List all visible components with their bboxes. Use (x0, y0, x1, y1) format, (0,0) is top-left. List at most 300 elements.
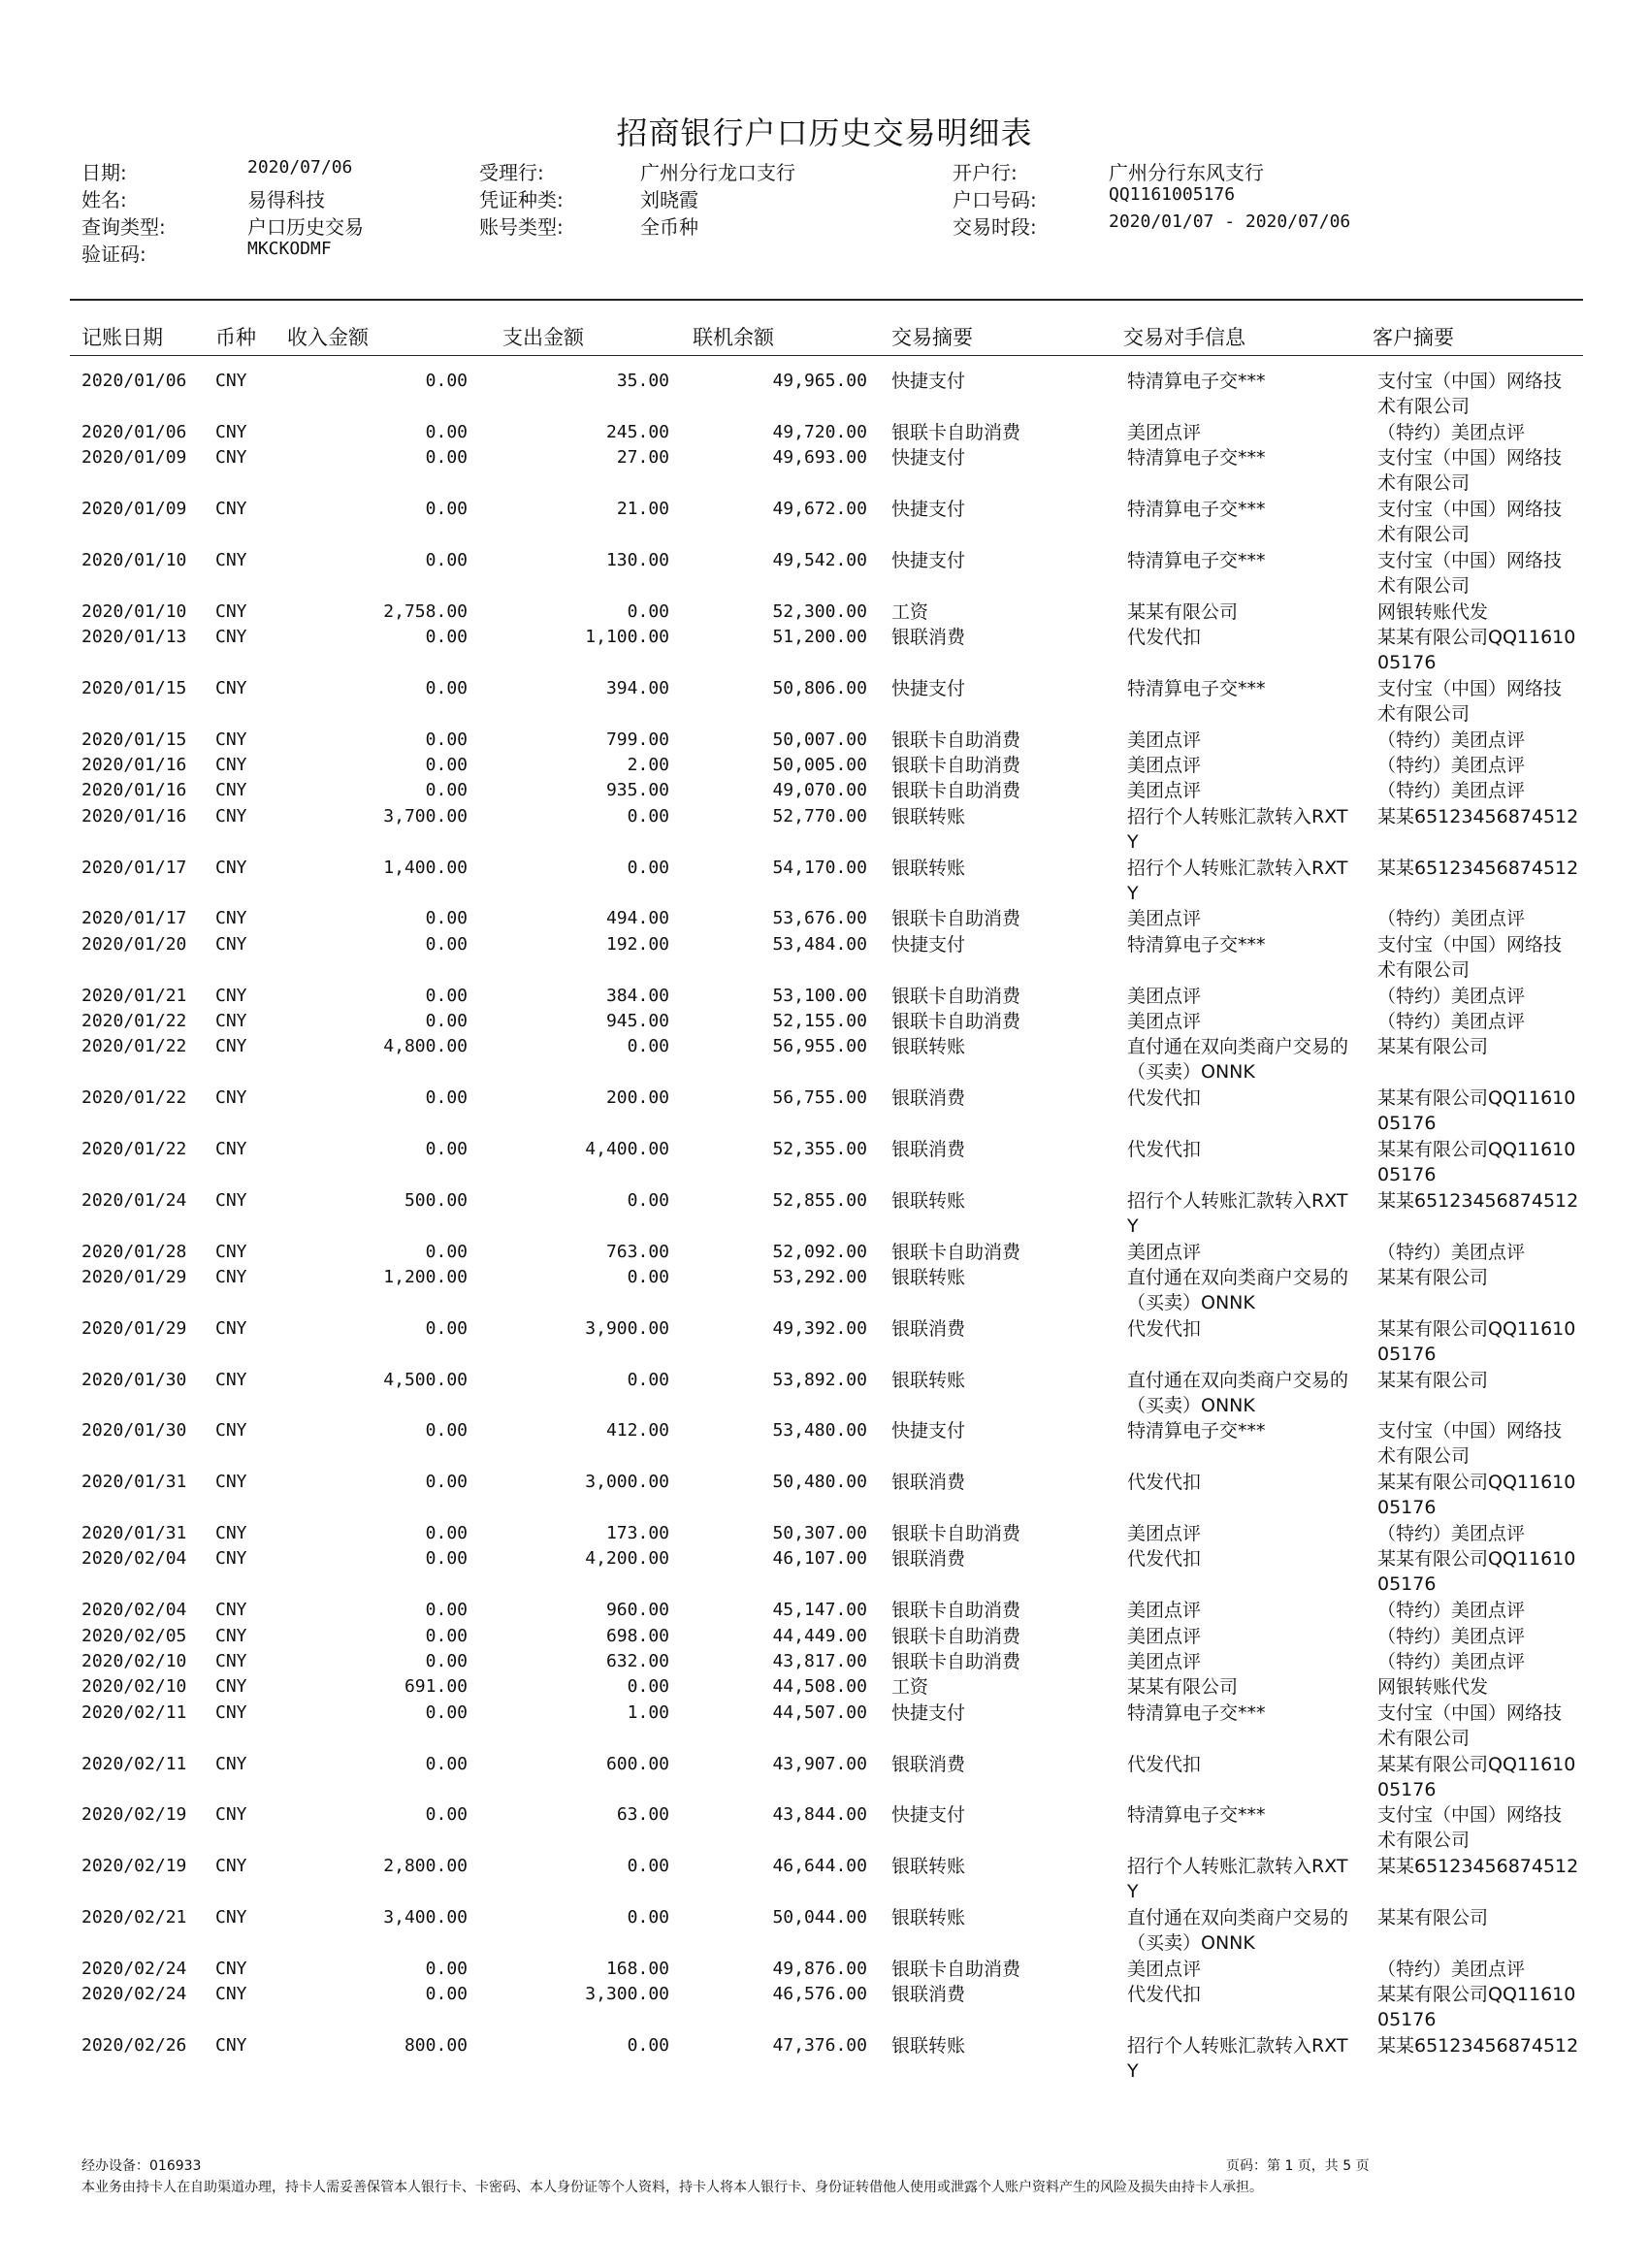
cell-counterparty: 代发代扣 (1127, 1753, 1202, 1775)
cell-summary: 银联消费 (891, 1753, 966, 1775)
cell-income: 0.00 (425, 755, 468, 775)
cell-date: 2020/02/19 (81, 1856, 187, 1877)
cell-balance: 44,449.00 (772, 1625, 867, 1646)
table-row (0, 1752, 1649, 1802)
page-title: 招商银行户口历史交易明细表 (616, 114, 1033, 151)
cell-currency: CNY (215, 549, 247, 570)
cell-date: 2020/02/19 (81, 1804, 187, 1826)
cell-counterparty: 美团点评 (1127, 908, 1202, 930)
cell-income: 0.00 (425, 985, 468, 1006)
cell-balance: 56,955.00 (772, 1036, 867, 1057)
cell-counterparty: 招行个人转账汇款转入RXTY (1127, 1189, 1348, 1237)
cell-counterparty: 特清算电子交*** (1127, 1701, 1266, 1724)
cell-expense: 698.00 (605, 1625, 669, 1646)
cell-counterparty: 美团点评 (1127, 985, 1202, 1007)
cell-summary: 银联消费 (891, 1548, 966, 1571)
cell-date: 2020/01/28 (81, 1241, 187, 1262)
cell-remark: 支付宝（中国）网络技术有限公司 (1377, 549, 1563, 597)
cell-expense: 27.00 (616, 447, 669, 469)
cell-currency: CNY (215, 729, 247, 750)
period-value: 2020/01/07 - 2020/07/06 (1109, 211, 1351, 232)
table-row (0, 625, 1649, 675)
cell-expense: 600.00 (605, 1753, 669, 1774)
cell-currency: CNY (215, 1420, 247, 1442)
cell-date: 2020/02/05 (81, 1625, 187, 1646)
cell-expense: 3,000.00 (585, 1472, 669, 1493)
cell-summary: 银联转账 (891, 1036, 966, 1058)
cell-balance: 49,693.00 (772, 447, 867, 469)
cell-currency: CNY (215, 421, 247, 442)
cell-expense: 3,300.00 (585, 1984, 669, 2005)
cell-counterparty: 某某有限公司 (1127, 1676, 1239, 1699)
cell-balance: 49,720.00 (772, 421, 867, 442)
cell-income: 0.00 (425, 1420, 468, 1442)
cell-date: 2020/01/22 (81, 1139, 187, 1159)
cell-date: 2020/01/22 (81, 1011, 187, 1031)
cell-summary: 银联转账 (891, 1267, 966, 1288)
cell-counterparty: 招行个人转账汇款转入RXTY (1127, 805, 1348, 853)
cell-currency: CNY (215, 1087, 247, 1109)
cell-summary: 银联消费 (891, 1139, 966, 1160)
cell-remark: 某某65123456874512 (1377, 1856, 1579, 1878)
cell-date: 2020/02/21 (81, 1907, 187, 1928)
cell-expense: 21.00 (616, 499, 669, 519)
cell-balance: 50,307.00 (772, 1523, 867, 1543)
cell-summary: 银联卡自助消费 (891, 1600, 1021, 1622)
col-header-expense: 支出金额 (502, 326, 584, 349)
cell-summary: 银联卡自助消费 (891, 729, 1021, 751)
cell-summary: 银联消费 (891, 1984, 966, 2006)
cell-currency: CNY (215, 857, 247, 878)
cell-balance: 53,484.00 (772, 933, 867, 955)
cell-date: 2020/01/21 (81, 985, 187, 1006)
cell-remark: （特约）美团点评 (1377, 1651, 1526, 1672)
cell-expense: 1.00 (627, 1701, 669, 1723)
cell-expense: 0.00 (627, 1856, 669, 1877)
cell-currency: CNY (215, 1241, 247, 1262)
date-label: 日期: (81, 161, 127, 184)
cell-counterparty: 美团点评 (1127, 421, 1202, 443)
cell-date: 2020/01/16 (81, 805, 187, 826)
cell-expense: 0.00 (627, 2035, 669, 2056)
cell-summary: 快捷支付 (891, 549, 966, 571)
table-row (0, 1137, 1649, 1187)
cell-date: 2020/02/10 (81, 1676, 187, 1698)
table-row (0, 856, 1649, 906)
cell-remark: 某某有限公司 (1377, 1369, 1489, 1391)
cell-date: 2020/01/20 (81, 933, 187, 955)
cell-currency: CNY (215, 985, 247, 1006)
cell-counterparty: 美团点评 (1127, 1523, 1202, 1544)
cell-balance: 49,542.00 (772, 549, 867, 570)
disclaimer: 本业务由持卡人在自助渠道办理，持卡人需妥善保管本人银行卡、卡密码、本人身份证等个人资料，持卡人将本人银行卡、身份证转借他人使用或泄露个人账户资料产生的风险及损失由持卡人承担。 (81, 2180, 1263, 2195)
cell-counterparty: 美团点评 (1127, 1600, 1202, 1622)
table-row (0, 1546, 1649, 1597)
cell-date: 2020/02/24 (81, 1958, 187, 1979)
cell-remark: 网银转账代发 (1377, 600, 1489, 623)
cell-remark: 支付宝（中国）网络技术有限公司 (1377, 677, 1563, 725)
cell-income: 0.00 (425, 780, 468, 801)
cell-remark: 某某有限公司QQ1161005176 (1377, 627, 1576, 673)
device-note: 经办设备：016933 (81, 2158, 202, 2174)
cell-counterparty: 美团点评 (1127, 1241, 1202, 1263)
cell-income: 0.00 (425, 1011, 468, 1031)
cell-balance: 53,892.00 (772, 1369, 867, 1390)
table-row (0, 497, 1649, 547)
cell-remark: 支付宝（中国）网络技术有限公司 (1377, 371, 1563, 417)
cell-balance: 43,907.00 (772, 1753, 867, 1774)
cell-income: 0.00 (425, 908, 468, 929)
cell-balance: 46,576.00 (772, 1984, 867, 2005)
table-row (0, 1368, 1649, 1418)
cell-balance: 49,672.00 (772, 499, 867, 519)
cell-remark: 某某有限公司QQ1161005176 (1377, 1139, 1576, 1185)
cell-balance: 47,376.00 (772, 2035, 867, 2056)
cell-income: 0.00 (425, 447, 468, 469)
cell-income: 500.00 (404, 1189, 468, 1211)
cell-balance: 50,044.00 (772, 1907, 867, 1928)
cell-expense: 945.00 (605, 1011, 669, 1031)
cell-income: 0.00 (425, 1139, 468, 1159)
cell-summary: 银联转账 (891, 1189, 966, 1212)
cell-summary: 银联卡自助消费 (891, 1651, 1021, 1672)
cell-currency: CNY (215, 1036, 247, 1057)
cell-balance: 46,644.00 (772, 1856, 867, 1877)
cell-currency: CNY (215, 1753, 247, 1774)
cell-summary: 快捷支付 (891, 933, 966, 956)
cell-remark: 某某有限公司 (1377, 1036, 1489, 1058)
cell-balance: 44,508.00 (772, 1676, 867, 1698)
cell-income: 0.00 (425, 1523, 468, 1543)
cell-counterparty: 代发代扣 (1127, 1087, 1202, 1110)
name-value: 易得科技 (247, 188, 325, 211)
cell-expense: 3,900.00 (585, 1317, 669, 1339)
cell-expense: 0.00 (627, 1369, 669, 1390)
table-row (0, 1265, 1649, 1315)
cell-summary: 银联卡自助消费 (891, 1523, 1021, 1544)
cell-currency: CNY (215, 1317, 247, 1339)
cell-expense: 200.00 (605, 1087, 669, 1109)
query-label: 查询类型: (81, 215, 166, 239)
cell-counterparty: 特清算电子交*** (1127, 447, 1266, 470)
cell-counterparty: 直付通在双向类商户交易的（买卖）ONNK (1127, 1907, 1349, 1954)
cell-expense: 0.00 (627, 1189, 669, 1211)
cell-income: 0.00 (425, 1472, 468, 1493)
verify-label: 验证码: (81, 243, 146, 266)
cell-date: 2020/01/31 (81, 1523, 187, 1543)
cell-currency: CNY (215, 1369, 247, 1390)
cell-remark: 某某65123456874512 (1377, 2035, 1579, 2057)
cell-balance: 46,107.00 (772, 1548, 867, 1570)
cell-income: 4,500.00 (383, 1369, 468, 1390)
cell-summary: 银联卡自助消费 (891, 908, 1021, 930)
cell-counterparty: 招行个人转账汇款转入RXTY (1127, 1856, 1348, 1903)
voucher-value: 刘晓霞 (640, 188, 698, 211)
table-row (0, 1418, 1649, 1469)
cell-expense: 394.00 (605, 677, 669, 698)
cell-income: 0.00 (425, 1984, 468, 2005)
cell-expense: 763.00 (605, 1241, 669, 1262)
cell-balance: 49,876.00 (772, 1958, 867, 1979)
table-row (0, 445, 1649, 496)
cell-currency: CNY (215, 2035, 247, 2056)
cell-remark: 某某有限公司QQ1161005176 (1377, 1984, 1576, 2031)
cell-counterparty: 特清算电子交*** (1127, 549, 1266, 571)
table-row (0, 1085, 1649, 1136)
cell-balance: 53,100.00 (772, 985, 867, 1006)
cell-income: 0.00 (425, 729, 468, 750)
cell-expense: 384.00 (605, 985, 669, 1006)
cell-income: 800.00 (404, 2035, 468, 2056)
cell-summary: 银联消费 (891, 1087, 966, 1110)
cell-expense: 935.00 (605, 780, 669, 801)
cell-remark: 支付宝（中国）网络技术有限公司 (1377, 1701, 1563, 1749)
cell-currency: CNY (215, 933, 247, 955)
cell-date: 2020/01/13 (81, 627, 187, 647)
cell-counterparty: 美团点评 (1127, 755, 1202, 776)
cell-remark: 某某有限公司QQ1161005176 (1377, 1317, 1576, 1365)
cell-remark: （特约）美团点评 (1377, 1600, 1526, 1622)
cell-counterparty: 代发代扣 (1127, 1984, 1202, 2006)
cell-summary: 快捷支付 (891, 1804, 966, 1827)
verify-value: MKCKODMF (247, 239, 332, 259)
cell-date: 2020/01/29 (81, 1317, 187, 1339)
cell-expense: 2.00 (627, 755, 669, 775)
col-header-summary: 交易摘要 (891, 326, 973, 349)
cell-income: 0.00 (425, 933, 468, 955)
voucher-label: 凭证种类: (479, 188, 564, 211)
table-row (0, 548, 1649, 599)
cell-expense: 130.00 (605, 549, 669, 570)
cell-currency: CNY (215, 1139, 247, 1159)
cell-date: 2020/02/24 (81, 1984, 187, 2005)
cell-remark: 某某65123456874512 (1377, 805, 1579, 827)
cell-expense: 0.00 (627, 600, 669, 622)
cell-summary: 银联转账 (891, 1907, 966, 1928)
cell-summary: 快捷支付 (891, 677, 966, 699)
cell-summary: 银联转账 (891, 1856, 966, 1878)
cell-expense: 0.00 (627, 1267, 669, 1287)
cell-date: 2020/01/16 (81, 755, 187, 775)
cell-balance: 50,806.00 (772, 677, 867, 698)
cell-balance: 52,855.00 (772, 1189, 867, 1211)
cell-remark: （特约）美团点评 (1377, 1241, 1526, 1263)
table-row (0, 1982, 1649, 2032)
header-under-rule (70, 355, 1583, 356)
cell-summary: 银联卡自助消费 (891, 1011, 1021, 1032)
bank-value: 广州分行龙口支行 (640, 161, 795, 184)
cell-balance: 54,170.00 (772, 857, 867, 878)
cell-balance: 53,292.00 (772, 1267, 867, 1287)
cell-date: 2020/01/10 (81, 549, 187, 570)
table-row (0, 1854, 1649, 1904)
cell-currency: CNY (215, 447, 247, 469)
table-row (0, 1802, 1649, 1853)
cell-remark: 支付宝（中国）网络技术有限公司 (1377, 1420, 1563, 1468)
cell-balance: 56,755.00 (772, 1087, 867, 1109)
cell-income: 0.00 (425, 1958, 468, 1979)
cell-expense: 245.00 (605, 421, 669, 442)
table-row (0, 369, 1649, 419)
table-row (0, 1188, 1649, 1239)
cell-currency: CNY (215, 780, 247, 801)
cell-summary: 银联卡自助消费 (891, 1241, 1021, 1263)
cell-date: 2020/01/06 (81, 371, 187, 391)
cell-currency: CNY (215, 908, 247, 929)
cell-expense: 1,100.00 (585, 627, 669, 647)
cell-balance: 52,155.00 (772, 1011, 867, 1031)
cell-currency: CNY (215, 1701, 247, 1723)
cell-date: 2020/01/29 (81, 1267, 187, 1287)
cell-expense: 4,200.00 (585, 1548, 669, 1570)
page-number: 页码：第 1 页，共 5 页 (1226, 2158, 1370, 2174)
cell-summary: 银联消费 (891, 627, 966, 648)
cell-date: 2020/02/04 (81, 1600, 187, 1621)
cell-balance: 51,200.00 (772, 627, 867, 647)
cell-remark: （特约）美团点评 (1377, 1958, 1526, 1980)
cell-date: 2020/01/15 (81, 729, 187, 750)
cell-summary: 工资 (891, 600, 929, 623)
table-row (0, 1701, 1649, 1751)
cell-date: 2020/02/11 (81, 1701, 187, 1723)
cell-summary: 快捷支付 (891, 447, 966, 470)
cell-currency: CNY (215, 1189, 247, 1211)
cell-counterparty: 代发代扣 (1127, 627, 1202, 648)
cell-remark: （特约）美团点评 (1377, 421, 1526, 443)
cell-counterparty: 代发代扣 (1127, 1548, 1202, 1571)
cell-date: 2020/01/15 (81, 677, 187, 698)
cell-summary: 银联卡自助消费 (891, 780, 1021, 802)
cell-summary: 银联消费 (891, 1472, 966, 1494)
cell-income: 1,200.00 (383, 1267, 468, 1287)
cell-currency: CNY (215, 1523, 247, 1543)
cell-remark: 某某有限公司QQ1161005176 (1377, 1472, 1576, 1519)
cell-remark: 支付宝（中国）网络技术有限公司 (1377, 1804, 1563, 1852)
cell-expense: 192.00 (605, 933, 669, 955)
cell-expense: 0.00 (627, 1036, 669, 1057)
cell-summary: 银联卡自助消费 (891, 421, 1021, 443)
cell-summary: 银联转账 (891, 857, 966, 879)
cell-income: 0.00 (425, 499, 468, 519)
cell-balance: 52,092.00 (772, 1241, 867, 1262)
cell-remark: 某某有限公司QQ1161005176 (1377, 1753, 1576, 1800)
cell-counterparty: 代发代扣 (1127, 1317, 1202, 1340)
cell-counterparty: 美团点评 (1127, 1625, 1202, 1647)
cell-remark: 某某有限公司QQ1161005176 (1377, 1087, 1576, 1135)
cell-expense: 0.00 (627, 805, 669, 826)
cell-remark: （特约）美团点评 (1377, 780, 1526, 802)
cell-date: 2020/01/06 (81, 421, 187, 442)
cell-date: 2020/01/30 (81, 1369, 187, 1390)
cell-counterparty: 特清算电子交*** (1127, 1804, 1266, 1827)
col-header-income: 收入金额 (287, 326, 369, 349)
account-value: QQ1161005176 (1109, 184, 1236, 205)
cell-counterparty: 特清算电子交*** (1127, 499, 1266, 520)
cell-counterparty: 直付通在双向类商户交易的（买卖）ONNK (1127, 1036, 1349, 1084)
cell-counterparty: 美团点评 (1127, 729, 1202, 751)
cell-expense: 960.00 (605, 1600, 669, 1621)
cell-balance: 50,007.00 (772, 729, 867, 750)
col-header-currency: 币种 (215, 326, 256, 349)
cell-currency: CNY (215, 1011, 247, 1031)
cell-summary: 银联卡自助消费 (891, 755, 1021, 776)
cell-remark: 支付宝（中国）网络技术有限公司 (1377, 933, 1563, 981)
table-row (0, 1316, 1649, 1367)
open-bank-label: 开户行: (953, 161, 1018, 184)
cell-expense: 63.00 (616, 1804, 669, 1826)
cell-summary: 银联卡自助消费 (891, 1625, 1021, 1647)
cell-income: 0.00 (425, 1317, 468, 1339)
cell-remark: 某某65123456874512 (1377, 1189, 1579, 1212)
cell-balance: 52,770.00 (772, 805, 867, 826)
cell-income: 0.00 (425, 1087, 468, 1109)
cell-income: 0.00 (425, 1241, 468, 1262)
cell-expense: 0.00 (627, 857, 669, 878)
cell-balance: 44,507.00 (772, 1701, 867, 1723)
cell-balance: 50,480.00 (772, 1472, 867, 1493)
cell-remark: （特约）美团点评 (1377, 1523, 1526, 1544)
table-row (0, 804, 1649, 855)
cell-currency: CNY (215, 1907, 247, 1928)
name-label: 姓名: (81, 188, 127, 211)
cell-remark: 网银转账代发 (1377, 1676, 1489, 1699)
period-label: 交易时段: (953, 215, 1037, 239)
col-header-balance: 联机余额 (693, 326, 774, 349)
table-row (0, 2033, 1649, 2084)
cell-remark: （特约）美团点评 (1377, 908, 1526, 930)
cell-income: 1,400.00 (383, 857, 468, 878)
open-bank-value: 广州分行东风支行 (1109, 161, 1264, 184)
cell-remark: 某某65123456874512 (1377, 857, 1579, 879)
cell-currency: CNY (215, 1625, 247, 1646)
cell-income: 2,758.00 (383, 600, 468, 622)
cell-currency: CNY (215, 1804, 247, 1826)
cell-income: 0.00 (425, 549, 468, 570)
cell-income: 3,700.00 (383, 805, 468, 826)
cell-remark: （特约）美团点评 (1377, 985, 1526, 1007)
cell-balance: 53,676.00 (772, 908, 867, 929)
table-row (0, 1905, 1649, 1956)
cell-currency: CNY (215, 1267, 247, 1287)
cell-date: 2020/01/22 (81, 1087, 187, 1109)
cell-balance: 45,147.00 (772, 1600, 867, 1621)
cell-income: 0.00 (425, 1701, 468, 1723)
cell-expense: 0.00 (627, 1907, 669, 1928)
cell-counterparty: 美团点评 (1127, 1651, 1202, 1672)
cell-date: 2020/02/11 (81, 1753, 187, 1774)
cell-counterparty: 直付通在双向类商户交易的（买卖）ONNK (1127, 1369, 1349, 1416)
cell-expense: 632.00 (605, 1651, 669, 1671)
cell-expense: 412.00 (605, 1420, 669, 1442)
cell-income: 0.00 (425, 627, 468, 647)
cell-currency: CNY (215, 1600, 247, 1621)
cell-balance: 49,070.00 (772, 780, 867, 801)
cell-balance: 49,392.00 (772, 1317, 867, 1339)
cell-counterparty: 美团点评 (1127, 1011, 1202, 1032)
cell-currency: CNY (215, 1651, 247, 1671)
cell-date: 2020/01/31 (81, 1472, 187, 1493)
cell-date: 2020/01/10 (81, 600, 187, 622)
cell-summary: 快捷支付 (891, 499, 966, 520)
cell-currency: CNY (215, 677, 247, 698)
cell-counterparty: 某某有限公司 (1127, 600, 1239, 623)
date-value: 2020/07/06 (247, 157, 353, 178)
cell-income: 691.00 (404, 1676, 468, 1698)
cell-summary: 工资 (891, 1676, 929, 1699)
cell-remark: （特约）美团点评 (1377, 1625, 1526, 1647)
cell-date: 2020/01/09 (81, 499, 187, 519)
cell-counterparty: 特清算电子交*** (1127, 1420, 1266, 1442)
